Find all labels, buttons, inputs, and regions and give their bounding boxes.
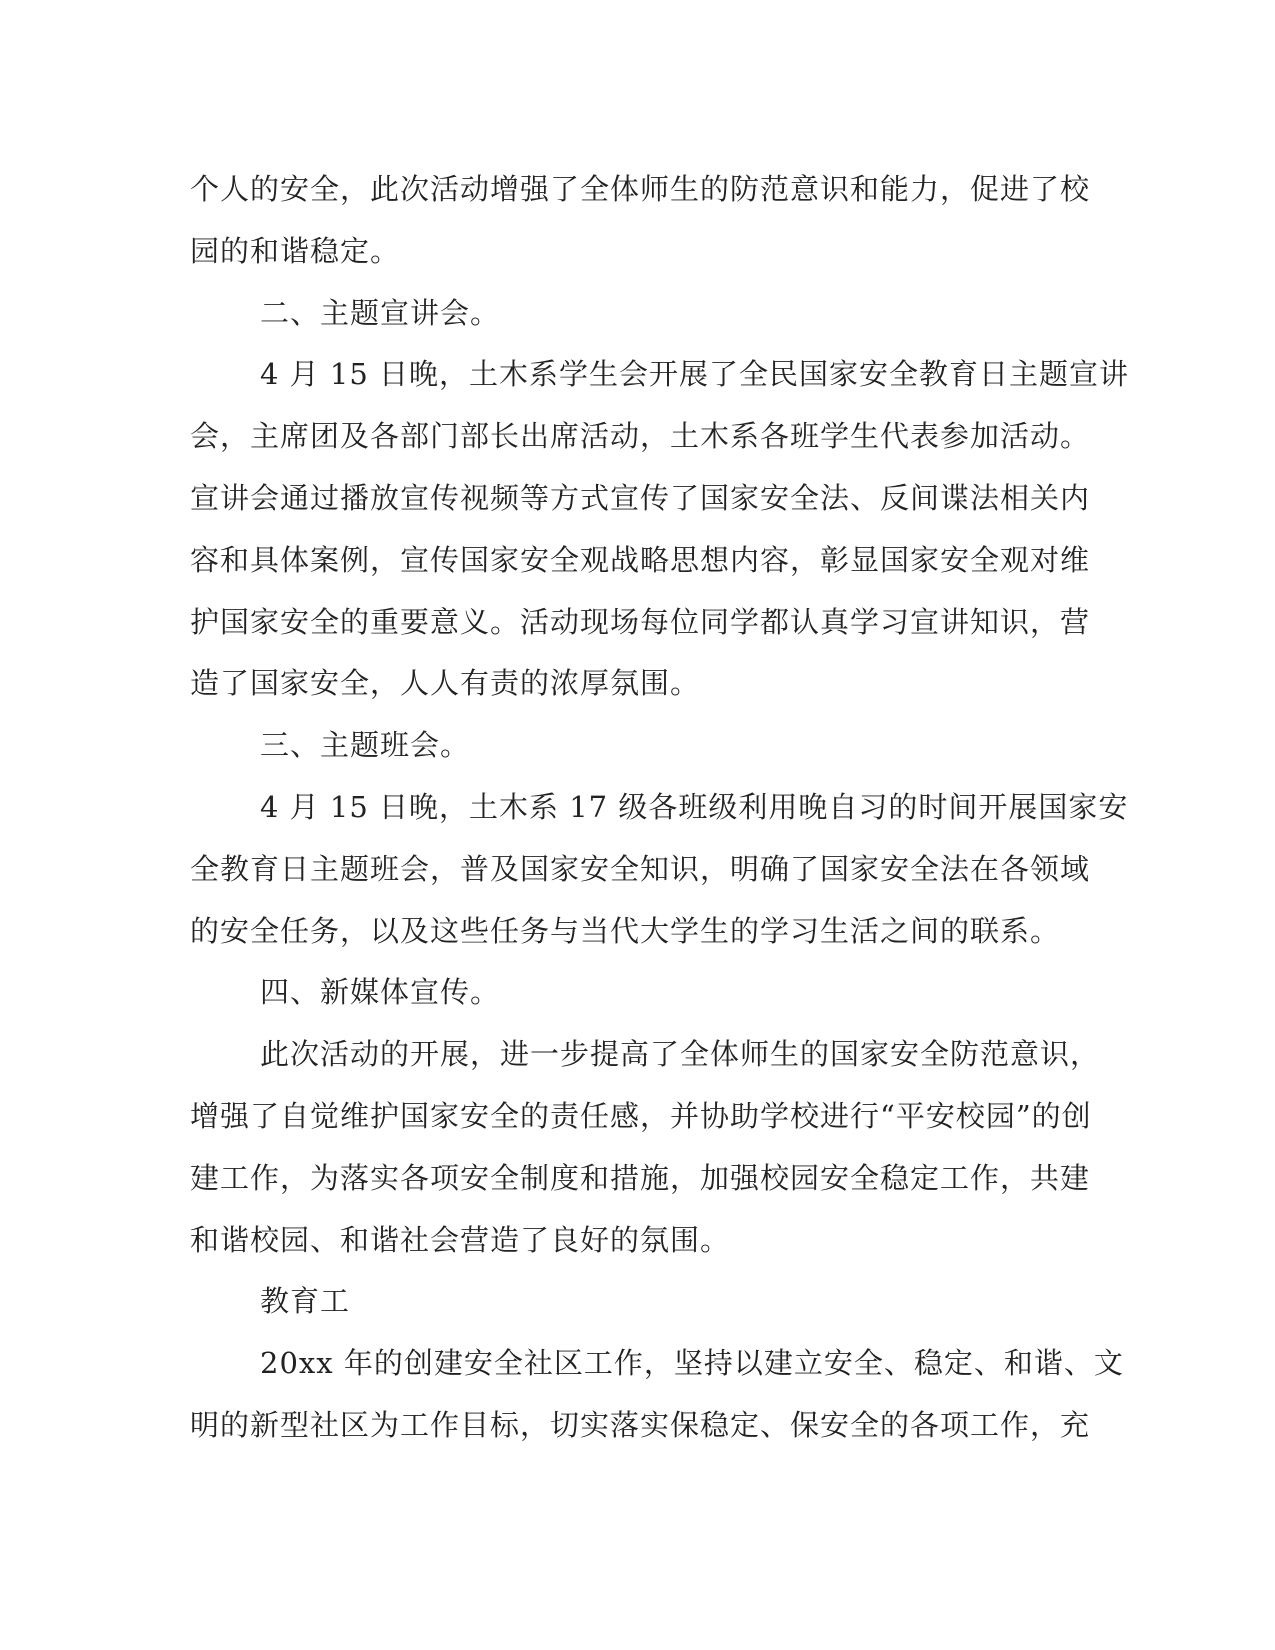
text-line: 建工作，为落实各项安全制度和措施，加强校园安全稳定工作，共建 (190, 1160, 1091, 1195)
text-line: 20xx 年的创建安全社区工作，坚持以建立安全、稳定、和谐、文 (260, 1346, 1124, 1381)
text-line: 造了国家安全，人人有责的浓厚氛围。 (190, 666, 701, 701)
text-line: 园的和谐稳定。 (190, 233, 401, 268)
section-heading: 教育工 (260, 1284, 351, 1319)
text-line: 容和具体案例，宣传国家安全观战略思想内容，彰显国家安全观对维 (190, 542, 1091, 577)
document-body (190, 159, 1130, 1457)
text-line: 的安全任务，以及这些任务与当代大学生的学习生活之间的联系。 (190, 913, 1061, 948)
text-line: 4 月 15 日晚，土木系学生会开展了全民国家安全教育日主题宣讲 (260, 357, 1130, 392)
section-heading: 二、主题宣讲会。 (260, 295, 501, 330)
text-line: 全教育日主题班会，普及国家安全知识，明确了国家安全法在各领域 (190, 851, 1091, 886)
text-line: 明的新型社区为工作目标，切实落实保稳定、保安全的各项工作，充 (190, 1407, 1091, 1442)
text-line: 宣讲会通过播放宣传视频等方式宣传了国家安全法、反间谍法相关内 (190, 480, 1091, 515)
text-line: 此次活动的开展，进一步提高了全体师生的国家安全防范意识， (260, 1037, 1101, 1072)
text-line: 护国家安全的重要意义。活动现场每位同学都认真学习宣讲知识，营 (190, 604, 1091, 639)
text-line: 4 月 15 日晚，土木系 17 级各班级利用晚自习的时间开展国家安 (260, 789, 1129, 824)
text-line: 和谐校园、和谐社会营造了良好的氛围。 (190, 1222, 731, 1257)
section-heading: 三、主题班会。 (260, 728, 471, 763)
text-line: 会，主席团及各部门部长出席活动，土木系各班学生代表参加活动。 (190, 419, 1091, 454)
text-line: 增强了自觉维护国家安全的责任感，并协助学校进行“平安校园”的创 (190, 1098, 1092, 1133)
section-heading: 四、新媒体宣传。 (260, 975, 501, 1010)
text-line: 个人的安全，此次活动增强了全体师生的防范意识和能力，促进了校 (190, 172, 1091, 206)
